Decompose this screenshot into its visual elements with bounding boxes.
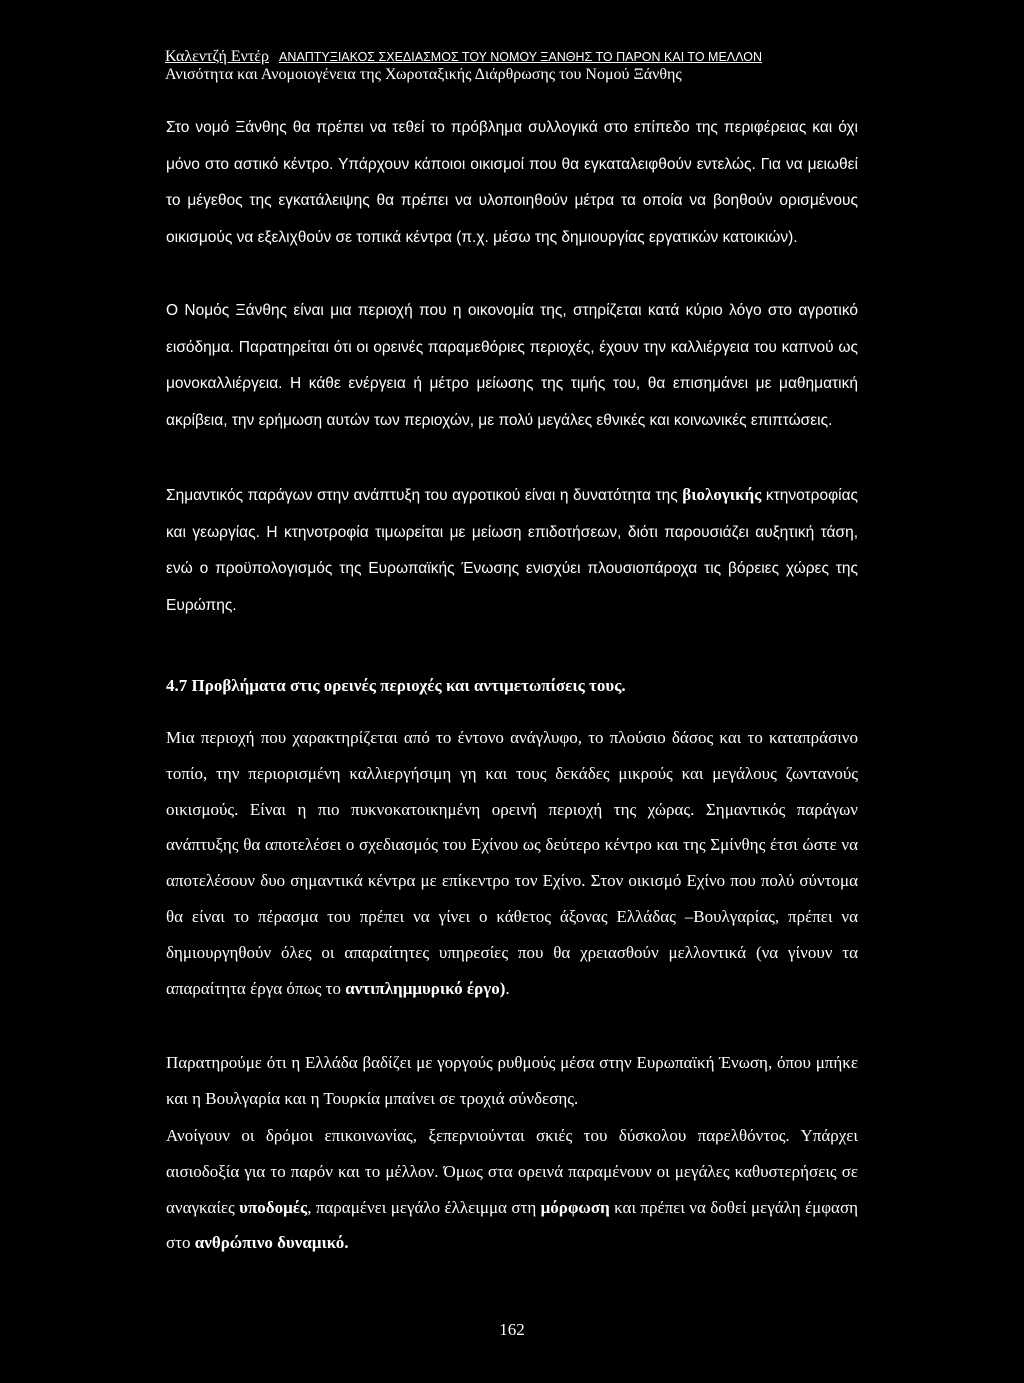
header-line-1: [165, 48, 865, 66]
paragraph-3: Σημαντικός παράγων στην ανάπτυξη του αγροτικού είναι η δυνατότητα της βιολογικής κτηνοτροφίας και γεωργίας. Η κτηνοτροφία τιμωρείται με μείωση επιδοτήσεων, διότι παρουσιάζει αυξητική τάση, ενώ ο προϋπολογισμός της Ευρωπαϊκής Ένωσης ενισχύει πλουσιοπάροχα τις βόρειες χώρες της Ευρώπης.: [166, 485, 859, 614]
paragraph-5: Παρατηρούμε ότι η Ελλάδα βαδίζει με γοργούς ρυθμούς μέσα στην Ευρωπαϊκή Ένωση, όπου μπήκε και η Βουλγαρία και η Τουρκία μπαίνει σε τροχιά σύνδεσης.: [166, 1053, 858, 1108]
header-subtitle: Ανισότητα και Ανομοιογένεια της Χωροταξικής Διάρθρωσης του Νομού Ξάνθης: [165, 66, 682, 83]
page-number: 162: [499, 1320, 525, 1339]
bold-term-infrastructure: υποδομές: [239, 1197, 308, 1217]
section-heading: 4.7 Προβλήματα στις ορεινές περιοχές και αντιμετωπίσεις τους.: [166, 676, 626, 695]
running-header: [165, 48, 865, 84]
bold-term-biological: βιολογικής: [682, 485, 762, 504]
paragraph-6: Ανοίγουν οι δρόμοι επικοινωνίας, ξεπερνιούνται σκιές του δύσκολου παρελθόντος. Υπάρχει αισιοδοξία για το παρόν και το μέλλον. Όμως στα ορεινά παραμένουν οι μεγάλες καθυστερήσεις σε αναγκαίες υποδομές, παραμένει μεγάλο έλλειμμα στη μόρφωση και πρέπει να δοθεί μεγάλη έμφαση στο ανθρώπινο δυναμικό.: [166, 1126, 858, 1253]
bold-term-flood-works: αντιπλημμυρικό έργο): [345, 978, 506, 998]
header-title: ΑΝΑΠΤΥΞΙΑΚΟΣ ΣΧΕΔΙΑΣΜΟΣ ΤΟΥ ΝΟΜΟΥ ΞΑΝΘΗΣ ΤΟ ΠΑΡΟΝ ΚΑΙ ΤΟ ΜΕΛΛΟΝ: [279, 50, 762, 64]
paragraph-2: Ο Νομός Ξάνθης είναι μια περιοχή που η οικονομία της, στηρίζεται κατά κύριο λόγο στο αγροτικό εισόδημα. Παρατηρείται ότι οι ορεινές παραμεθόριες περιοχές, έχουν την καλλιέργεια του καπνού ως μονοκαλλιέργεια. Η κάθε ενέργεια ή μέτρο μείωσης της τιμής του, θα επισημάνει με μαθηματική ακρίβεια, την ερήμωση αυτών των περιοχών, με πολύ μεγάλες εθνικές και κοινωνικές επιπτώσεις.: [166, 302, 858, 429]
bold-term-education: μόρφωση: [540, 1197, 610, 1217]
paragraph-4: Μια περιοχή που χαρακτηρίζεται από το έντονο ανάγλυφο, το πλούσιο δάσος και το καταπράσινο τοπίο, την περιορισμένη καλλιεργήσιμη γη και τους δεκάδες μικρούς και μεγάλους ζωντανούς οικισμούς. Είναι η πιο πυκνοκατοικημένη ορεινή περιοχή της χώρας. Σημαντικός παράγων ανάπτυξης θα αποτελέσει ο σχεδιασμός του Εχίνου ως δεύτερο κέντρο και της Σμίνθης έτσι ώστε να αποτελέσουν δυο σημαντικά κέντρα με επίκεντρο τον Εχίνο. Στον οικισμό Εχίνο που πολύ σύντομα θα είναι το πέρασμα του πρέπει να γίνει ο κάθετος άξονας Ελλάδας –Βουλγαρίας, πρέπει να δημιουργηθούν όλες οι απαραίτητες υπηρεσίες που θα χρειασθούν μελλοντικά (να γίνουν τα απαραίτητα έργα όπως το αντιπλημμυρικό έργο).: [166, 728, 858, 998]
paragraph-1: Στο νομό Ξάνθης θα πρέπει να τεθεί το πρόβλημα συλλογικά στο επίπεδο της περιφέρειας και όχι μόνο στο αστικό κέντρο. Υπάρχουν κάποιοι οικισμοί που θα εγκαταλειφθούν εντελώς. Για να μειωθεί το μέγεθος της εγκατάλειψης θα πρέπει να υλοποιηθούν μέτρα τα οποία να βοηθούν ορισμένους οικισμούς να εξελιχθούν σε τοπικά κέντρα (π.χ. μέσω της δημιουργίας εργατικών κατοικιών).: [166, 119, 858, 246]
header-author: Καλεντζή Εντέρ: [165, 48, 269, 65]
bold-term-human-resources: ανθρώπινο δυναμικό.: [194, 1233, 349, 1253]
